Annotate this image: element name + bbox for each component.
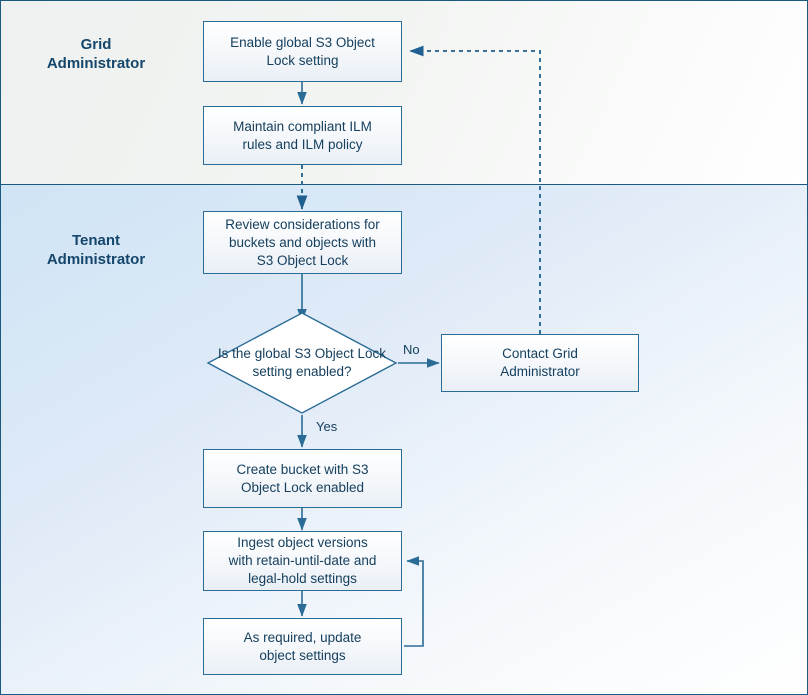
- decision-label: [206, 311, 398, 415]
- decision-line2: Object Lock setting: [252, 346, 387, 379]
- node-ingest-line1: Ingest object versions: [237, 535, 368, 550]
- node-is-global-setting-enabled[interactable]: [206, 311, 398, 415]
- node-update-object-settings[interactable]: [203, 618, 402, 675]
- lane-label-grid-line1: Grid: [80, 36, 112, 53]
- node-enable-line1: Enable global S3 Object: [230, 34, 375, 50]
- node-maintain-line1: Maintain compliant ILM: [233, 118, 372, 134]
- node-contact-line1: Contact Grid: [502, 346, 578, 361]
- node-ingest-line2: with retain-until-date and: [228, 553, 377, 568]
- node-update-line2: object settings: [259, 647, 346, 663]
- lane-label-grid-line2: Administrator: [46, 55, 146, 72]
- node-create-line2: Object Lock enabled: [240, 479, 365, 495]
- node-update-line1: As required, update: [243, 629, 362, 645]
- edge-label-yes: Yes: [316, 419, 338, 434]
- node-contact-line2: Administrator: [500, 364, 580, 379]
- node-maintain-compliant-ilm[interactable]: [203, 106, 402, 165]
- lane-label-tenant-line2: Administrator: [46, 251, 146, 268]
- node-create-line1: Create bucket with S3: [236, 461, 369, 477]
- node-enable-global-s3-object-lock-setting[interactable]: [203, 21, 402, 82]
- node-ingest-line3: legal-hold settings: [248, 571, 357, 586]
- edge-label-no: No: [403, 342, 420, 357]
- node-review-considerations[interactable]: [203, 211, 402, 274]
- lane-label-grid-administrator: [11, 35, 181, 73]
- node-maintain-line2: rules and ILM policy: [242, 136, 363, 152]
- decision-line3: enabled?: [295, 364, 352, 379]
- node-enable-line2: Lock setting: [266, 52, 339, 68]
- node-contact-grid-administrator[interactable]: [441, 334, 639, 392]
- node-create-bucket[interactable]: [203, 449, 402, 508]
- node-review-line3: S3 Object Lock: [256, 252, 349, 268]
- lane-grid-administrator: [1, 1, 807, 185]
- node-review-line2: buckets and objects with: [228, 234, 377, 250]
- node-review-line1: Review considerations for: [225, 216, 380, 232]
- node-ingest-object-versions[interactable]: [203, 531, 402, 591]
- lane-label-tenant-administrator: [11, 231, 181, 269]
- decision-line1: Is the global S3: [217, 346, 311, 361]
- lane-label-tenant-line1: Tenant: [71, 232, 121, 249]
